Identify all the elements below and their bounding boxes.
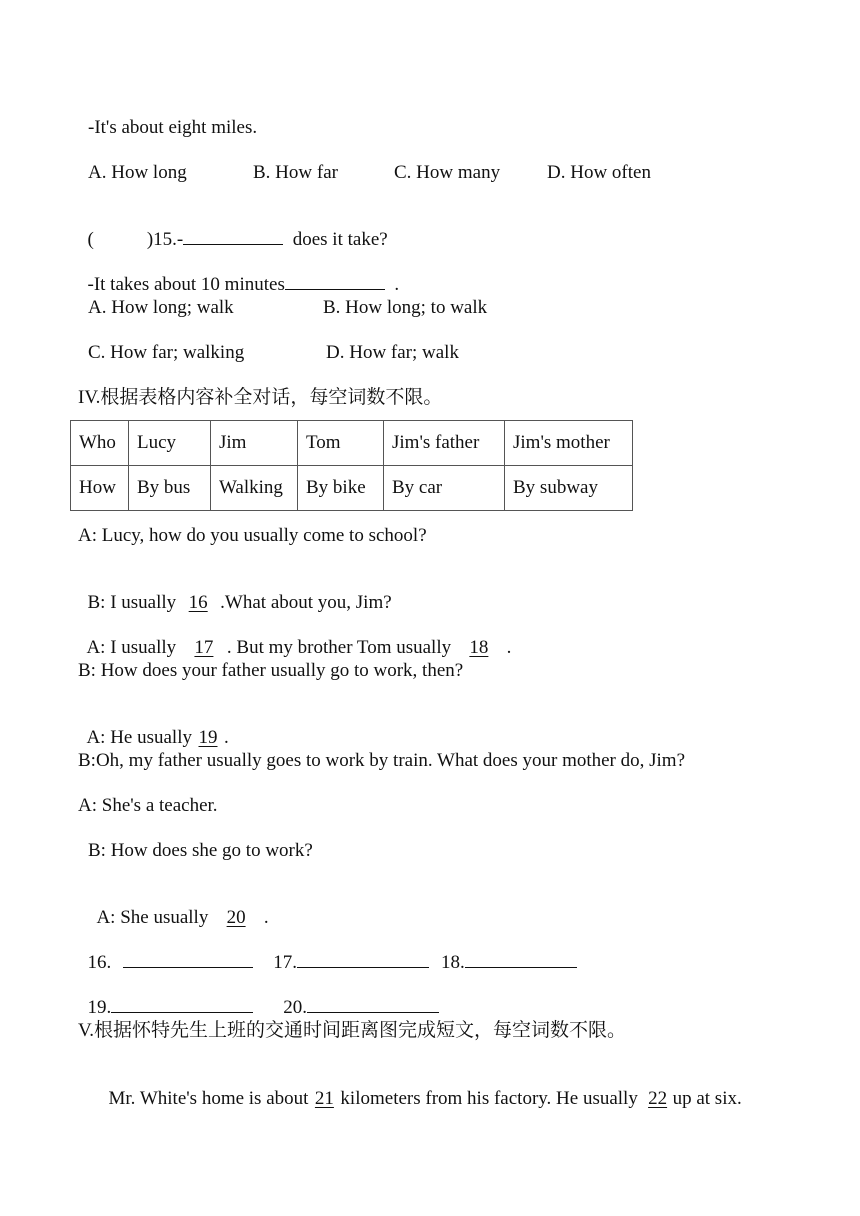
q15-option-b[interactable]: B. How long; to walk (323, 297, 488, 318)
table-cell: Jim's mother (505, 421, 633, 466)
q15-answer-end: . (394, 274, 400, 295)
q15-number: )15.- (146, 229, 184, 250)
answer-label-20: 20. (283, 997, 307, 1018)
blank-19[interactable]: 19 (198, 727, 218, 748)
dialog-text: . But my brother Tom usually (226, 637, 452, 658)
dialog-text: .What about you, Jim? (220, 592, 392, 613)
answer-label-16: 16. (87, 952, 112, 973)
q15-option-d[interactable]: D. How far; walk (326, 342, 459, 363)
paragraph-text: up at six. (672, 1088, 742, 1109)
table-cell: By car (384, 466, 505, 511)
dialog-text: A: I usually (86, 637, 177, 658)
table-cell: By bike (298, 466, 384, 511)
q14-option-c[interactable]: C. How many (394, 162, 501, 183)
blank-20[interactable]: 20 (226, 907, 246, 928)
dialog-line-9 (88, 885, 269, 929)
dialog-line-2 (78, 570, 392, 614)
answer-blank-16[interactable] (123, 967, 253, 968)
section-4-heading: IV.根据表格内容补全对话，每空词数不限。 (78, 387, 443, 408)
dialog-line-6: B:Oh, my father usually goes to work by train. What does your mother do, Jim? (78, 750, 686, 771)
table-cell: Tom (298, 421, 384, 466)
table-row (71, 421, 633, 466)
dialog-text: . (263, 907, 269, 928)
table-cell: By subway (505, 466, 633, 511)
table-row (71, 466, 633, 511)
answer-line-2 (78, 975, 439, 1019)
q15-option-c[interactable]: C. How far; walking (88, 342, 245, 363)
dialog-text: A: She usually (96, 907, 209, 928)
dialog-line-7: A: She's a teacher. (78, 795, 218, 816)
paragraph-text: kilometers from his factory. He usually (340, 1088, 638, 1109)
table-cell: Jim (211, 421, 298, 466)
dialog-text: . (506, 637, 512, 658)
blank-21[interactable]: 21 (314, 1088, 334, 1109)
section-5-heading: V.根据怀特先生上班的交通时间距离图完成短文，每空词数不限。 (78, 1020, 627, 1041)
answer-label-18: 18. (441, 952, 465, 973)
q15-answer-blank[interactable] (285, 289, 385, 290)
dialog-line-5 (78, 705, 229, 749)
dialog-line-8: B: How does she go to work? (88, 840, 313, 861)
q15-answer-start: -It takes about 10 minutes (87, 274, 285, 295)
q14-option-d[interactable]: D. How often (547, 162, 651, 183)
answer-blank-19[interactable] (111, 1012, 253, 1013)
q15-blank[interactable] (183, 244, 283, 245)
section-5-paragraph (99, 1066, 742, 1110)
q15-question-tail: does it take? (292, 229, 388, 250)
q14-option-a[interactable]: A. How long (88, 162, 187, 183)
dialog-text: B: I usually (87, 592, 177, 613)
answer-blank-18[interactable] (465, 967, 577, 968)
q14-option-b[interactable]: B. How far (253, 162, 338, 183)
table-cell: Walking (211, 466, 298, 511)
q14-answer-line: -It's about eight miles. (88, 117, 258, 138)
dialog-line-4: B: How does your father usually go to work, then? (78, 660, 464, 681)
q15-option-a[interactable]: A. How long; walk (88, 297, 234, 318)
blank-22[interactable]: 22 (648, 1088, 668, 1109)
table-cell: By bus (129, 466, 211, 511)
q15-paren-open: ( (87, 229, 94, 250)
answer-line-1 (78, 930, 577, 974)
answer-label-17: 17. (273, 952, 297, 973)
blank-18[interactable]: 18 (469, 637, 489, 658)
blank-16[interactable]: 16 (188, 592, 208, 613)
dialog-text: . (224, 727, 229, 748)
paragraph-text: Mr. White's home is about (108, 1088, 309, 1109)
transport-table (70, 420, 633, 511)
table-cell: Jim's father (384, 421, 505, 466)
table-cell: Who (71, 421, 129, 466)
q15-question (78, 207, 388, 251)
table-cell: Lucy (129, 421, 211, 466)
q15-answer-line (78, 252, 399, 296)
dialog-line-1: A: Lucy, how do you usually come to school? (78, 525, 427, 546)
table-cell: How (71, 466, 129, 511)
dialog-text: A: He usually (86, 727, 192, 748)
dialog-line-3 (78, 615, 511, 659)
blank-17[interactable]: 17 (194, 637, 214, 658)
answer-blank-17[interactable] (297, 967, 429, 968)
answer-blank-20[interactable] (307, 1012, 439, 1013)
answer-label-19: 19. (87, 997, 112, 1018)
